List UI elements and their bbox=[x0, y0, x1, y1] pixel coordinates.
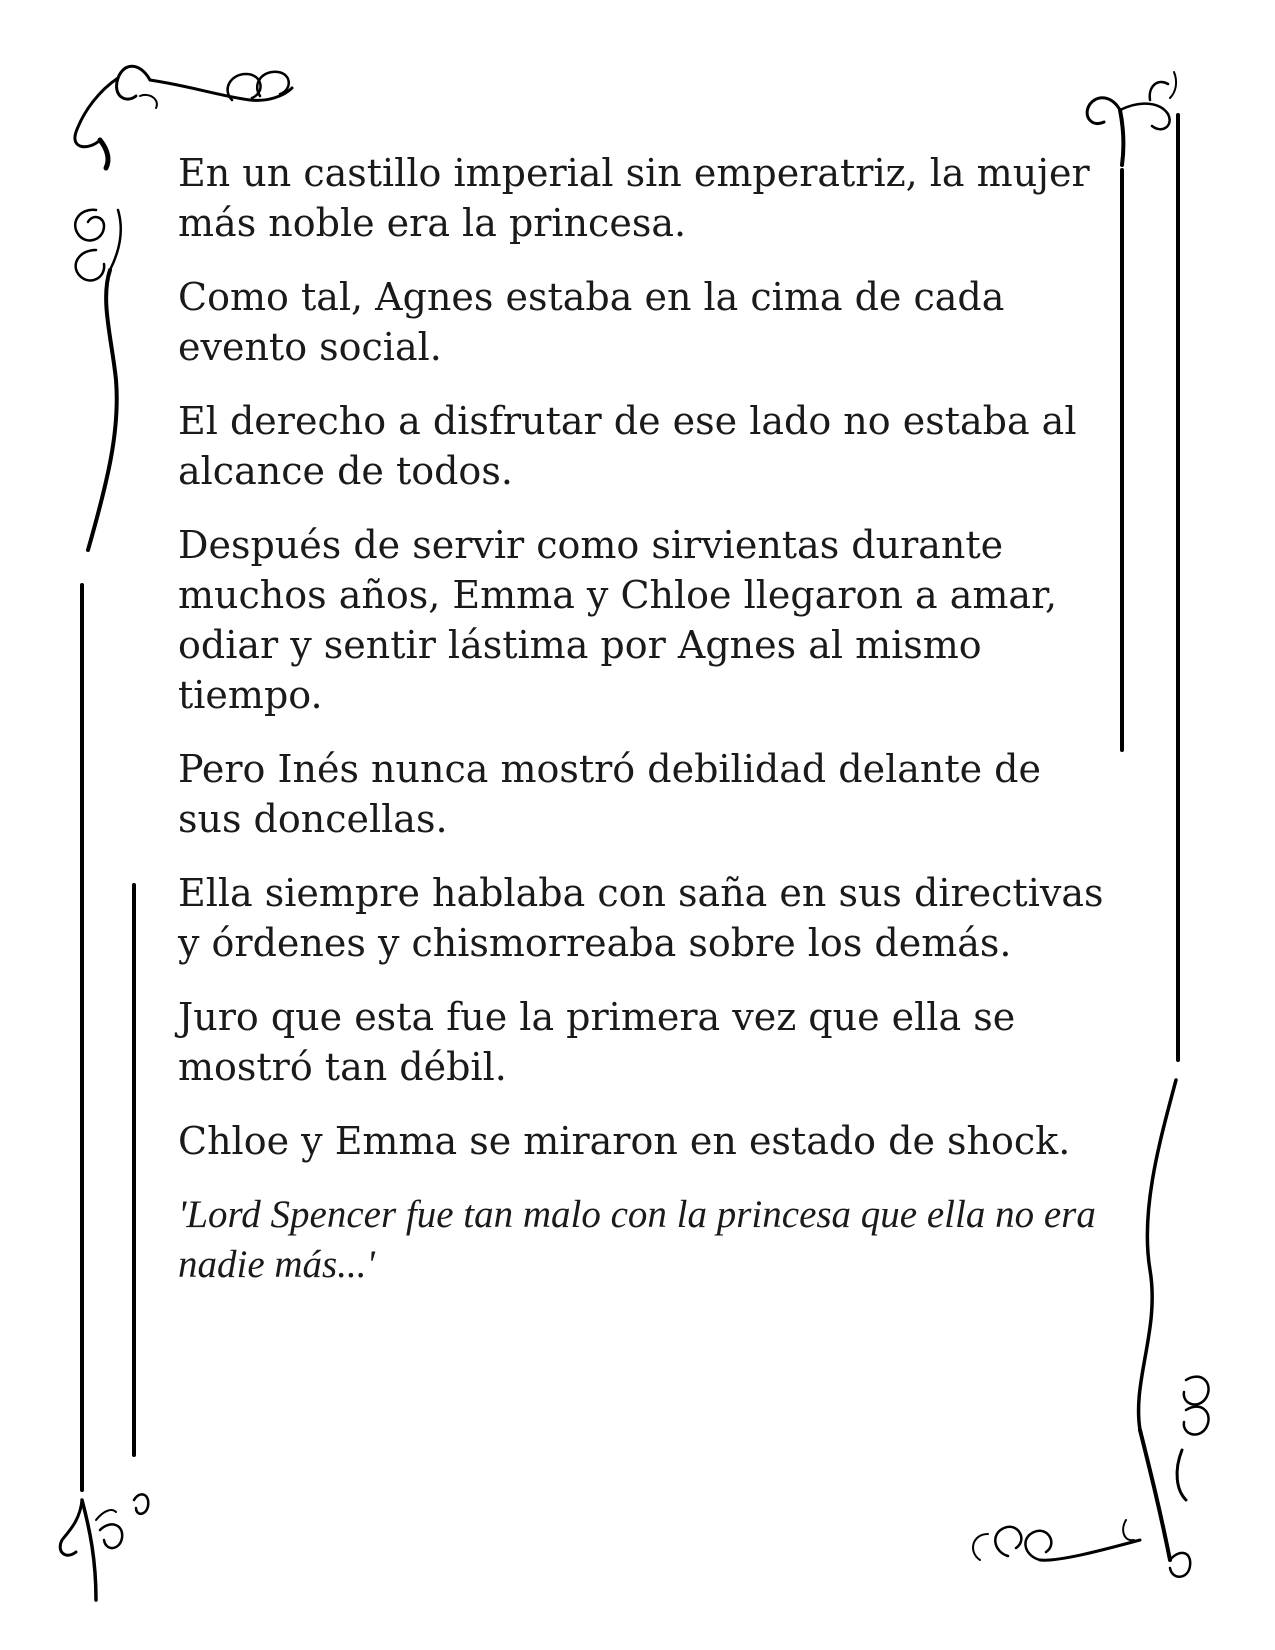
paragraph-7: Juro que esta fue la primera vez que ella se mostró tan débil. bbox=[178, 995, 1016, 1089]
paragraph-6: Ella siempre hablaba con saña en sus directivas y órdenes y chismorreaba sobre los demás. bbox=[178, 871, 1104, 965]
paragraph-5: Pero Inés nunca mostró debilidad delante de sus doncellas. bbox=[178, 747, 1041, 841]
paragraph-8: Chloe y Emma se miraron en estado de shock. bbox=[178, 1119, 1071, 1163]
paragraph-3: El derecho a disfrutar de ese lado no estaba al alcance de todos. bbox=[178, 399, 1077, 493]
paragraph-1: En un castillo imperial sin emperatriz, la mujer más noble era la princesa. bbox=[178, 151, 1090, 245]
paragraph-4: Después de servir como sirvientas durante muchos años, Emma y Chloe llegaron a amar, odiar y sentir lástima por Agnes al mismo tiempo. bbox=[178, 523, 1058, 717]
bottom-left-flourish bbox=[60, 1494, 148, 1600]
story-text bbox=[178, 148, 1108, 1314]
paragraph-9-thought: 'Lord Spencer fue tan malo con la princesa que ella no era nadie más...' bbox=[178, 1193, 1096, 1286]
paragraph-2: Como tal, Agnes estaba en la cima de cada evento social. bbox=[178, 275, 1005, 369]
